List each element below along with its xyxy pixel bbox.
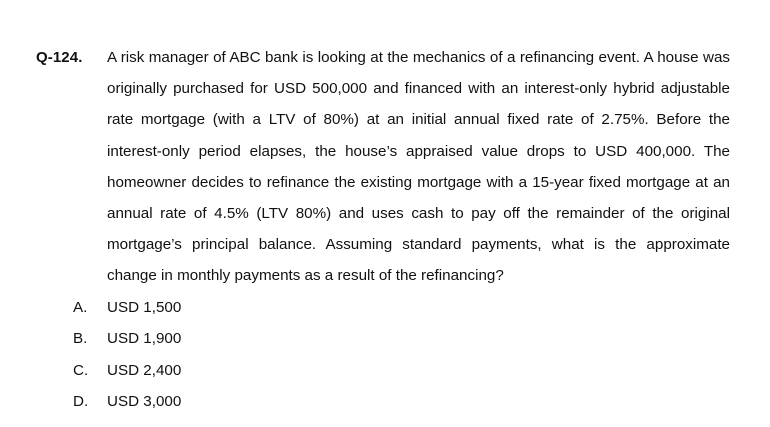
question-number: Q-124. (36, 49, 83, 66)
option-a (0, 292, 770, 323)
option-letter: C. (73, 361, 89, 379)
option-letter: D. (73, 393, 89, 411)
option-text: USD 1,500 (107, 299, 182, 316)
option-text: USD 2,400 (107, 361, 182, 379)
option-text: USD 1,900 (107, 330, 182, 348)
option-b (0, 323, 770, 354)
option-d (0, 386, 770, 417)
answer-options (0, 292, 770, 418)
question-text: A risk manager of ABC bank is looking at the mechanics of a refinancing event. A house was originally purchased for USD 500,000 and financed with an interest-only hybrid adjustable rate mortgage (with a LTV of 80%) at an initial annual fixed rate of 2.75%. Before the interest-only period elapses, the house’s appraised value drops to USD 400,000. The homeowner decides to refinance the existing mortgage with a 15-year fixed mortgage at an annual rate of 4.5% (LTV 80%) and uses cash to pay off the remainder of the original mortgage’s principal balance. Assuming standard payments, what is the approximate change in monthly payments as a result of the refinancing? (107, 49, 730, 285)
option-text: USD 3,000 (107, 393, 182, 411)
option-c (0, 355, 770, 386)
option-letter: B. (73, 330, 88, 348)
option-letter: A. (73, 299, 88, 316)
